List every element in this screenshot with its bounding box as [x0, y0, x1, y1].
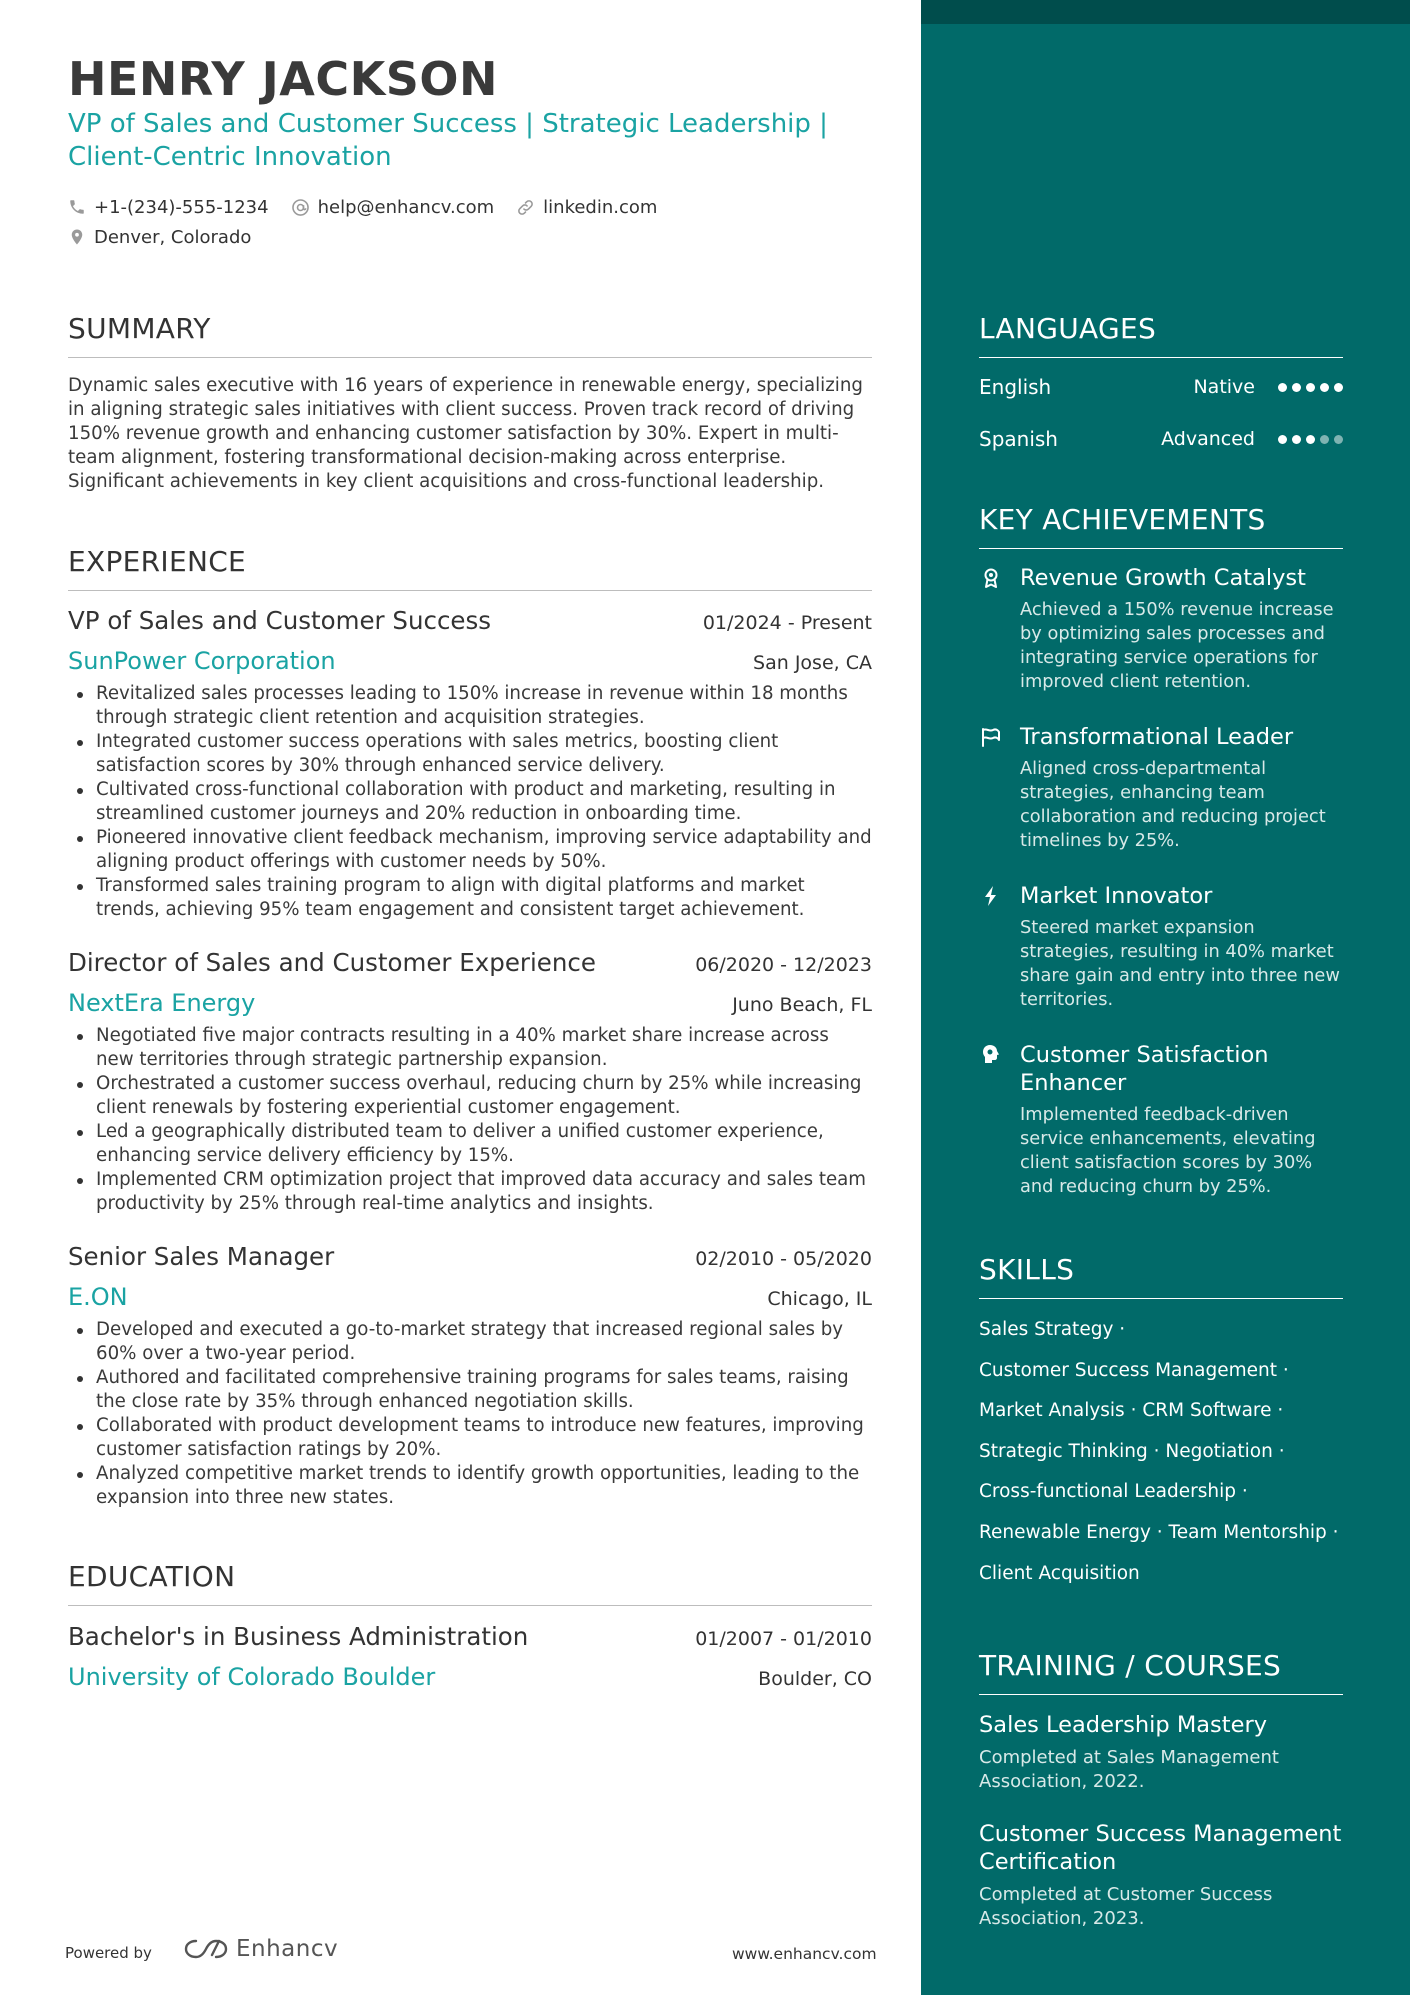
experience-heading: EXPERIENCE: [68, 545, 872, 591]
language-row: [979, 424, 1343, 454]
language-level: Native: [1193, 376, 1255, 398]
bullet-item: Led a geographically distributed team to deliver a unified customer experience, enhancing service delivery efficiency by 15%.: [68, 1120, 872, 1168]
dot-filled: [1292, 435, 1301, 444]
job-entry: [68, 948, 872, 1216]
achievement-item: [979, 1041, 1343, 1199]
job-bullets: [68, 682, 872, 922]
bullet-item: Authored and facilitated comprehensive training programs for sales teams, raising the close rate by 35% through enhanced negotiation skills.: [68, 1366, 872, 1414]
achievement-item: [979, 882, 1343, 1012]
job-location: Juno Beach, FL: [732, 994, 872, 1016]
course-desc: Completed at Customer Success Association, 2023.: [979, 1884, 1273, 1929]
company-name: NextEra Energy: [68, 989, 256, 1017]
dot-filled: [1292, 383, 1301, 392]
job-bullets: [68, 1318, 872, 1510]
summary-heading: SUMMARY: [68, 312, 872, 358]
bullet-item: Revitalized sales processes leading to 150% increase in revenue within 18 months through strategic client retention and acquisition strategies.: [68, 682, 872, 730]
job-entry: [68, 606, 872, 922]
achievements-heading: KEY ACHIEVEMENTS: [979, 503, 1343, 549]
job-title: Senior Sales Manager: [68, 1242, 335, 1271]
phone-icon: [68, 198, 86, 216]
head-icon: [979, 1043, 1003, 1067]
skill-line: Customer Success Management ·: [979, 1359, 1289, 1381]
dot-filled: [1306, 435, 1315, 444]
achievement-desc: Achieved a 150% revenue increase by optimizing sales processes and integrating service operations for improved client retention.: [1020, 599, 1334, 692]
job-bullets: [68, 1024, 872, 1216]
contact-info: [68, 192, 872, 252]
bullet-item: Developed and executed a go-to-market strategy that increased regional sales by 60% over a two-year period.: [68, 1318, 872, 1366]
lightning-icon: [979, 884, 1003, 908]
degree-title: Bachelor's in Business Administration: [68, 1622, 529, 1651]
bullet-item: Negotiated five major contracts resulting in a 40% market share increase across new territories through strategic partnership expansion.: [68, 1024, 872, 1072]
achievement-item: [979, 564, 1343, 694]
bullet-item: Collaborated with product development teams to introduce new features, improving customer satisfaction ratings by 20%.: [68, 1414, 872, 1462]
school-name: University of Colorado Boulder: [68, 1663, 436, 1691]
website-link[interactable]: www.enhancv.com: [732, 1945, 877, 1963]
achievement-desc: Implemented feedback-driven service enhancements, elevating client satisfaction scores by 30% and reducing churn by 25%.: [1020, 1104, 1316, 1197]
contact-row: [68, 222, 872, 252]
headline: [68, 108, 872, 174]
proficiency-dots: [1273, 435, 1343, 444]
dot-filled: [1278, 435, 1287, 444]
headline-line: Client-Centric Innovation: [68, 142, 392, 172]
education-entry: [68, 1622, 872, 1693]
location-text: Denver, Colorado: [94, 226, 252, 248]
flag-icon: [979, 725, 1003, 749]
phone-contact[interactable]: [68, 197, 269, 218]
bullet-item: Implemented CRM optimization project that improved data accuracy and sales team productivity by 25% through real-time analytics and insights.: [68, 1168, 872, 1216]
bullet-item: Transformed sales training program to align with digital platforms and market trends, achieving 95% team engagement and consistent target achievement.: [68, 874, 872, 922]
course-item: [979, 1820, 1343, 1931]
bullet-item: Cultivated cross-functional collaboration with product and marketing, resulting in streamlined customer journeys and 20% reduction in onboarding time.: [68, 778, 872, 826]
school-location: Boulder, CO: [758, 1668, 872, 1690]
dot-filled: [1306, 383, 1315, 392]
course-desc: Completed at Sales Management Association, 2022.: [979, 1747, 1279, 1792]
achievement-item: [979, 723, 1343, 853]
language-name: Spanish: [979, 427, 1058, 451]
company-name: E.ON: [68, 1283, 128, 1311]
skill-line: Cross-functional Leadership ·: [979, 1481, 1248, 1503]
location-pin-icon: [68, 227, 86, 247]
dot-filled: [1278, 383, 1287, 392]
dot-empty: [1334, 435, 1343, 444]
dot-filled: [1334, 383, 1343, 392]
languages-heading: LANGUAGES: [979, 312, 1343, 358]
headline-line: VP of Sales and Customer Success | Strategic Leadership |: [68, 109, 828, 139]
job-title: VP of Sales and Customer Success: [68, 606, 492, 635]
course-title: Sales Leadership Mastery: [979, 1712, 1268, 1738]
phone-number: +1-(234)-555-1234: [94, 196, 269, 218]
email-address: help@enhancv.com: [317, 196, 495, 218]
job-location: Chicago, IL: [767, 1288, 872, 1310]
skill-line: Renewable Energy · Team Mentorship ·: [979, 1521, 1339, 1543]
link-icon: [516, 198, 535, 217]
enhancv-logo[interactable]: [182, 1936, 338, 1962]
company-name: SunPower Corporation: [68, 647, 336, 675]
email-contact[interactable]: [291, 197, 495, 218]
dot-filled: [1320, 383, 1329, 392]
skills-list: [979, 1310, 1343, 1594]
skill-line: Strategic Thinking · Negotiation ·: [979, 1440, 1285, 1462]
achievement-desc: Steered market expansion strategies, resulting in 40% market share gain and entry into three new territories.: [1020, 917, 1340, 1010]
achievement-title: Revenue Growth Catalyst: [1020, 565, 1306, 591]
sidebar-top-band: [921, 0, 1410, 24]
language-name: English: [979, 375, 1052, 399]
award-icon: [979, 566, 1003, 590]
linkedin-url: linkedin.com: [543, 196, 658, 218]
skill-line: Client Acquisition: [979, 1562, 1140, 1584]
skills-heading: SKILLS: [979, 1253, 1343, 1299]
linkedin-contact[interactable]: [516, 197, 657, 218]
job-title: Director of Sales and Customer Experience: [68, 948, 596, 977]
bullet-item: Integrated customer success operations with sales metrics, boosting client satisfaction scores by 30% through enhanced service delivery.: [68, 730, 872, 778]
job-dates: 01/2024 - Present: [702, 612, 872, 634]
job-entry: [68, 1242, 872, 1510]
location-contact: [68, 227, 251, 248]
education-dates: 01/2007 - 01/2010: [695, 1628, 872, 1650]
at-icon: [291, 198, 310, 217]
enhancv-logo-icon: [182, 1936, 230, 1962]
training-heading: TRAINING / COURSES: [979, 1649, 1343, 1695]
course-item: [979, 1711, 1343, 1794]
skill-line: Sales Strategy ·: [979, 1319, 1126, 1340]
achievement-title: Market Innovator: [1020, 883, 1213, 909]
sidebar: [921, 0, 1410, 1995]
job-dates: 02/2010 - 05/2020: [695, 1248, 872, 1270]
course-title: Customer Success Management Certification: [979, 1821, 1342, 1875]
education-heading: EDUCATION: [68, 1560, 872, 1606]
language-row: [979, 372, 1343, 402]
job-location: San Jose, CA: [753, 652, 872, 674]
candidate-name: HENRY JACKSON: [68, 52, 499, 106]
bullet-item: Orchestrated a customer success overhaul, reducing churn by 25% while increasing client renewals by fostering experiential customer engagement.: [68, 1072, 872, 1120]
achievement-title: Transformational Leader: [1020, 724, 1294, 750]
bullet-item: Analyzed competitive market trends to identify growth opportunities, leading to the expansion into three new states.: [68, 1462, 872, 1510]
logo-text: Enhancv: [236, 1936, 339, 1962]
achievement-desc: Aligned cross-departmental strategies, enhancing team collaboration and reducing project timelines by 25%.: [1020, 758, 1326, 851]
dot-empty: [1320, 435, 1329, 444]
achievement-title: Customer Satisfaction Enhancer: [1020, 1042, 1269, 1096]
skill-line: Market Analysis · CRM Software ·: [979, 1400, 1284, 1422]
proficiency-dots: [1273, 383, 1343, 392]
language-level: Advanced: [1161, 428, 1255, 450]
powered-by-label: Powered by: [65, 1944, 152, 1962]
summary-text: Dynamic sales executive with 16 years of experience in renewable energy, specializing in aligning strategic sales initiatives with client success. Proven track record of driving 150% revenue growth and enhancing customer satisfaction by 30%. Expert in multi-team alignment, fostering transformational decision-making across enterprise. Significant achievements in key client acquisitions and cross-functional leadership.: [68, 375, 863, 492]
bullet-item: Pioneered innovative client feedback mechanism, improving service adaptability and aligning product offerings with customer needs by 50%.: [68, 826, 872, 874]
job-dates: 06/2020 - 12/2023: [695, 954, 872, 976]
contact-row: [68, 192, 872, 222]
